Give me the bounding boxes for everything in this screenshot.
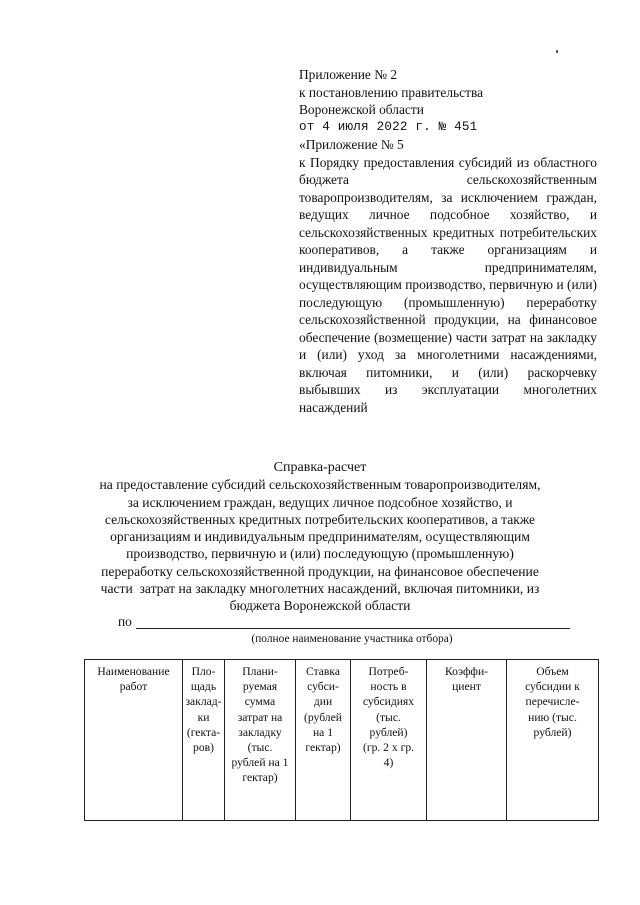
column-header-work-name: Наименование работ (85, 660, 183, 821)
title-line: части затрат на закладку многолетних насаждений, включая питомники, из (100, 581, 540, 597)
title-heading: Справка-расчет (273, 460, 367, 475)
table-header-row (85, 660, 599, 821)
appendix5-title: «Приложение № 5 (299, 137, 404, 152)
column-header-coefficient: Коэффи- циент (427, 660, 507, 821)
title-line: за исключением граждан, ведущих личное подсобное хозяйство, и (127, 494, 513, 510)
title-line: на предоставление субсидий сельскохозяйственным товаропроизводителям, (99, 477, 541, 493)
column-header-planned-cost: Плани- руемая сумма затрат на закладку (тыс. рублей на 1 гектар) (225, 660, 296, 821)
appendix-title: Приложение № 2 (299, 67, 398, 82)
resolution-date: от 4 июля 2022 г. № 451 (299, 119, 478, 134)
column-header-subsidy-volume: Объем субсидии к перечисле- нию (тыс. рублей) (507, 660, 599, 821)
participant-hint: (полное наименование участника отбора) (251, 633, 453, 645)
appendix-header (299, 66, 597, 416)
column-header-rate: Ставка субси- дии (рублей на 1 гектар) (296, 660, 351, 821)
title-line: бюджета Воронежской области (229, 598, 411, 614)
scan-speck (556, 50, 558, 53)
column-header-area: Пло- щадь заклад- ки (гекта- ров) (183, 660, 225, 821)
to-resolution-line: к постановлению правительства (299, 84, 484, 100)
procedure-text: к Порядку предоставления субсидий из областного бюджета сельскохозяйственным товаропроизводителям, за исключением граждан, ведущих личное подсобное хозяйство, и сельскохозяйственных кредитных потребительских кооперативов, а также организациям и индивидуальным предпринимателям, осуществляющим производство, первичную и (или) последующую (промышленную) переработку сельскохозяйственной продукции, на финансовое обеспечение (возмещение) части затрат на закладку и (или) уход за многолетними насаждениями, включая питомники, и (или) раскорчевку выбывших из эксплуатации многолетних насаждений (299, 154, 597, 415)
region-line: Воронежской области (299, 102, 424, 117)
title-line: производство, первичную и (или) последующую (промышленную) (126, 546, 514, 562)
participant-name-field[interactable] (136, 628, 570, 629)
subsidy-table (84, 659, 599, 821)
participant-label: по (118, 614, 132, 629)
title-line: сельскохозяйственных кредитных потребительских кооперативов, а также (104, 511, 536, 527)
column-header-need: Потреб- ность в субсидиях (тыс. рублей) (гр. 2 х гр. 4) (351, 660, 427, 821)
participant-row (118, 613, 570, 631)
title-line: организациям и индивидуальным предпринимателям, осуществляющим (110, 529, 530, 545)
title-line: переработку сельскохозяйственной продукции, на финансовое обеспечение (101, 563, 539, 579)
document-title (0, 459, 640, 615)
